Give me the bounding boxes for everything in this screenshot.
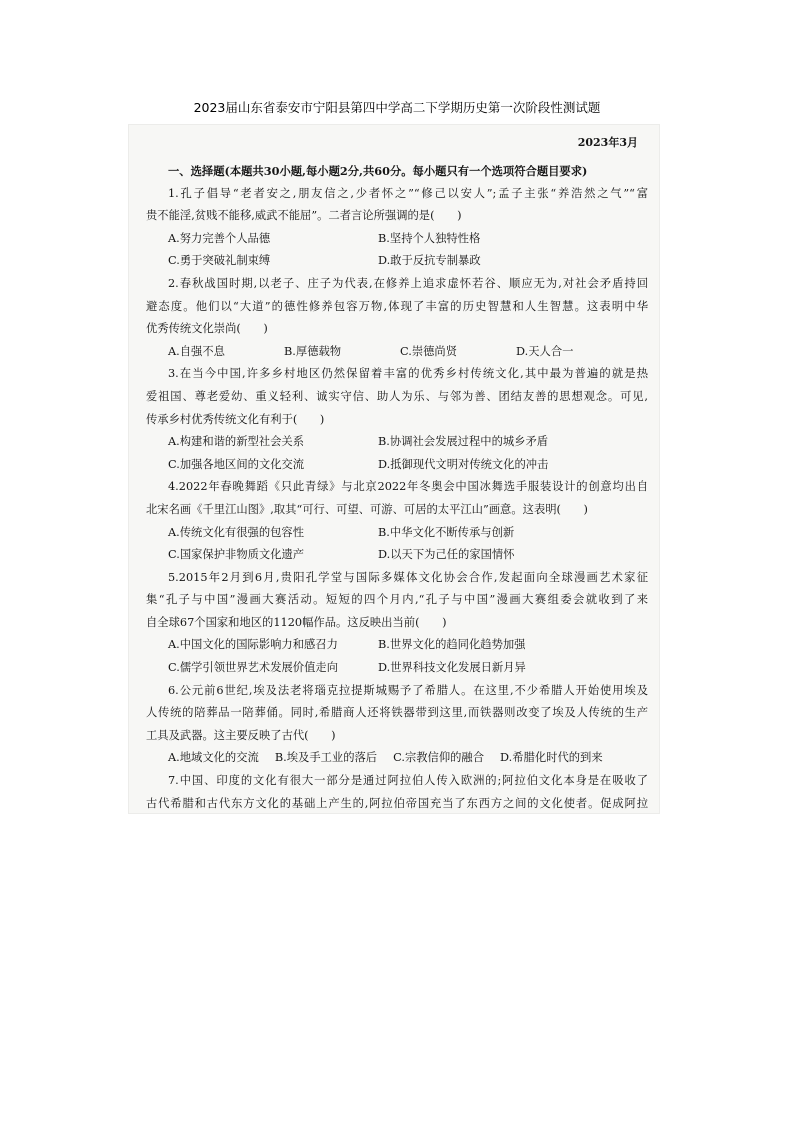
question-5-line-3: 自全球67个国家和地区的1120幅作品。这反映出当前( ) <box>146 615 447 629</box>
question-4-line-2: 北宋名画《千里江山图》,取其“可行、可望、可游、可居的太平江山”画意。这表明( ) <box>146 502 588 516</box>
question-4-option-d: D.以天下为己任的家国情怀 <box>378 548 515 562</box>
question-2-option-d: D.天人合一 <box>516 344 574 358</box>
question-5-line-1: 5.2015年2月到6月,贵阳孔学堂与国际多媒体文化协会合作,发起面向全球漫画艺术家征 <box>168 570 648 584</box>
question-5-options-row-2 <box>146 657 648 680</box>
question-4-options-row-1 <box>146 522 648 545</box>
question-5-option-c: C.儒学引领世界艺术发展价值走向 <box>168 661 338 675</box>
question-2-options <box>146 341 648 364</box>
question-2-line-2: 避态度。他们以“大道”的德性修养包容万物,体现了丰富的历史智慧和人生智慧。这表明中华 <box>146 299 648 313</box>
question-4-option-a: A.传统文化有很强的包容性 <box>168 525 305 539</box>
question-1-option-d: D.敢于反抗专制暴政 <box>378 254 481 268</box>
question-7-line-2: 古代希腊和古代东方文化的基础上产生的,阿拉伯帝国充当了东西方之间的文化使者。促成阿拉 <box>146 796 648 810</box>
question-7-line-1: 7.中国、印度的文化有很大一部分是通过阿拉伯人传入欧洲的;阿拉伯文化本身是在吸收了 <box>168 774 648 788</box>
question-4-option-b: B.中华文化不断传承与创新 <box>378 525 515 539</box>
question-2-option-a: A.自强不息 <box>168 344 225 358</box>
question-3-option-b: B.协调社会发展过程中的城乡矛盾 <box>378 435 549 449</box>
question-3-line-2: 爱祖国、尊老爱幼、重义轻利、诚实守信、助人为乐、与邻为善、团结友善的思想观念。可见, <box>146 389 648 403</box>
question-3-line-3: 传承乡村优秀传统文化有利于( ) <box>146 412 325 426</box>
scanned-exam-page <box>128 124 660 814</box>
question-5-option-a: A.中国文化的国际影响力和感召力 <box>168 638 338 652</box>
question-2-option-b: B.厚德载物 <box>284 344 342 358</box>
question-6-options <box>146 747 648 770</box>
question-area <box>146 160 648 815</box>
question-1-option-c: C.勇于突破礼制束缚 <box>168 254 271 268</box>
question-3-options-row-2 <box>146 454 648 477</box>
question-4-options-row-2 <box>146 544 648 567</box>
question-3-option-d: D.抵御现代文明对传统文化的冲击 <box>378 457 549 471</box>
question-5-option-b: B.世界文化的趋同化趋势加强 <box>378 638 526 652</box>
question-2-option-c: C.崇德尚贤 <box>400 344 458 358</box>
question-4-line-1: 4.2022年春晚舞蹈《只此青绿》与北京2022年冬奥会中国冰舞选手服装设计的创意均出自 <box>168 480 648 494</box>
question-1-option-a: A.努力完善个人品德 <box>168 231 271 245</box>
question-2-line-1: 2.春秋战国时期,以老子、庄子为代表,在修养上追求虚怀若谷、顺应无为,对社会矛盾持回 <box>168 276 648 290</box>
exam-date: 2023年3月 <box>577 136 638 149</box>
question-6-line-3: 工具及武器。这主要反映了古代( ) <box>146 728 336 742</box>
question-6-line-2: 人传统的陪葬品一陪葬俑。同时,希腊商人还将铁器带到这里,而铁器则改变了埃及人传统的生产 <box>146 706 648 720</box>
question-5-option-d: D.世界科技文化发展日新月异 <box>378 661 526 675</box>
question-1-option-b: B.坚持个人独特性格 <box>378 231 481 245</box>
question-6-line-1: 6.公元前6世纪,埃及法老将瑙克拉提斯城赐予了希腊人。在这里,不少希腊人开始使用埃及 <box>168 683 648 697</box>
question-2-line-3: 优秀传统文化崇尚( ) <box>146 322 268 336</box>
question-1-options-row-1 <box>146 228 648 251</box>
question-3-option-c: C.加强各地区间的文化交流 <box>168 457 305 471</box>
section-heading: 一、选择题(本题共30小题,每小题2分,共60分。每小题只有一个选项符合题目要求) <box>168 164 588 178</box>
question-5-options-row-1 <box>146 634 648 657</box>
question-3-option-a: A.构建和谐的新型社会关系 <box>168 435 305 449</box>
question-6-option-d: D.希腊化时代的到来 <box>500 751 603 765</box>
question-1-line-2: 贵不能淫,贫贱不能移,威武不能屈”。二者言论所强调的是( ) <box>146 209 462 223</box>
question-6-option-a: A.地域文化的交流 <box>168 751 259 765</box>
question-6-option-b: B.埃及手工业的落后 <box>274 751 378 765</box>
question-3-options-row-1 <box>146 431 648 454</box>
question-5-line-2: 集“孔子与中国”漫画大赛活动。短短的四个月内,“孔子与中国”漫画大赛组委会就收到了来 <box>146 593 648 607</box>
question-6-option-c: C.宗教信仰的融合 <box>393 751 485 765</box>
question-1-line-1: 1.孔子倡导“老者安之,朋友信之,少者怀之”“修己以安人”;孟子主张“养浩然之气”“富 <box>168 186 648 200</box>
question-3-line-1: 3.在当今中国,许多乡村地区仍然保留着丰富的优秀乡村传统文化,其中最为普遍的就是热 <box>168 367 648 381</box>
question-1-options-row-2 <box>146 250 648 273</box>
question-4-option-c: C.国家保护非物质文化遗产 <box>168 548 305 562</box>
exam-title: 2023届山东省泰安市宁阳县第四中学高二下学期历史第一次阶段性测试题 <box>193 100 601 115</box>
